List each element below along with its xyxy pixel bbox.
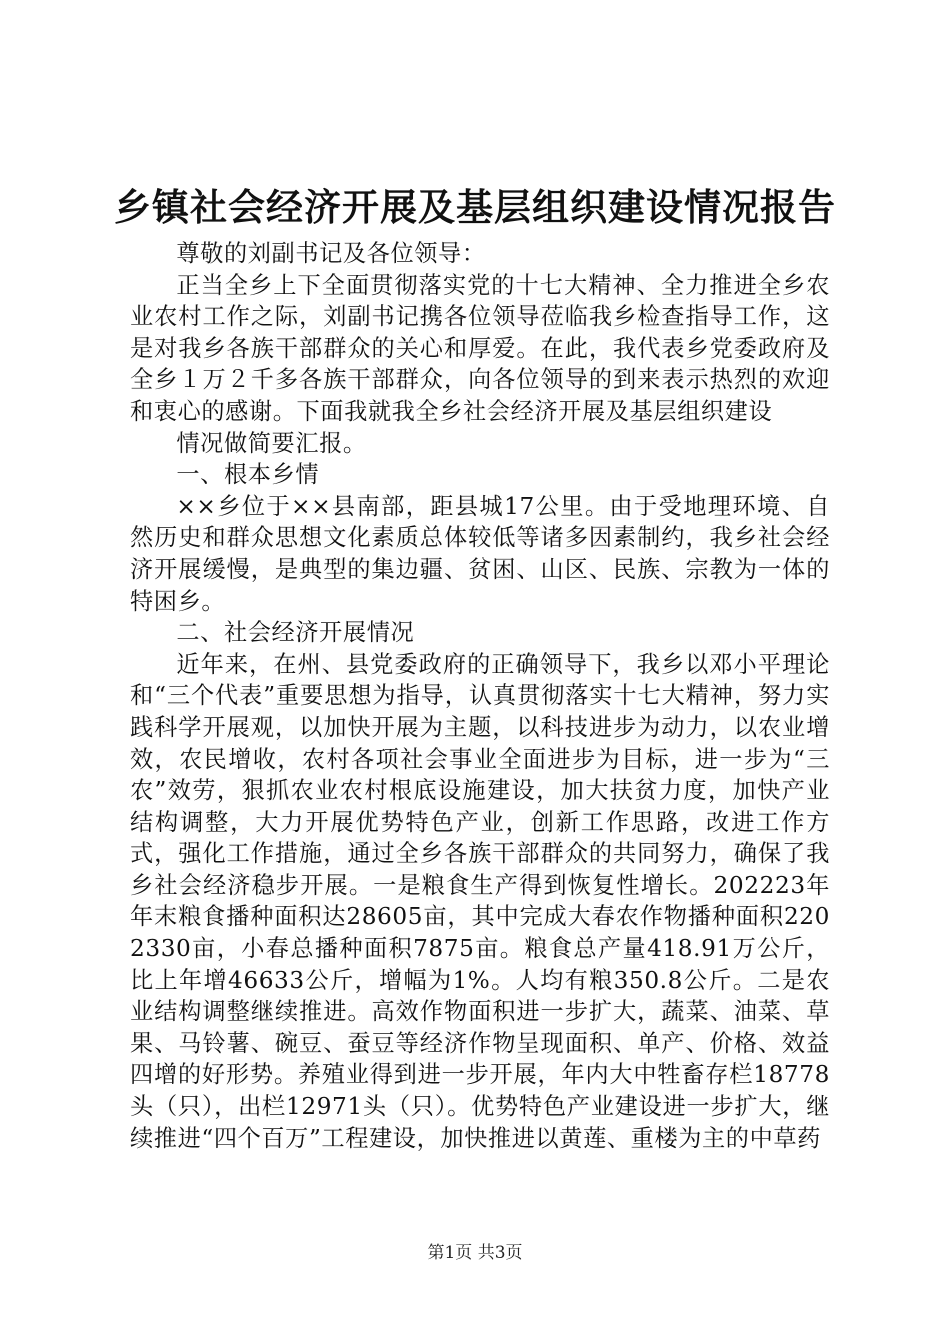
document-body bbox=[130, 238, 830, 1154]
document-title: 乡镇社会经济开展及基层组织建设情况报告 bbox=[114, 185, 836, 229]
economic-development-paragraph: 近年来，在州、县党委政府的正确领导下，我乡以邓小平理论和“三个代表”重要思想为指导，认真贯彻落实十七大精神，努力实践科学开展观，以加快开展为主题，以科技进步为动力，以农业增效，农民增收，农村各项社会事业全面进步为目标，进一步为“三农”效劳，狠抓农业农村根底设施建设，加大扶贫力度，加快产业结构调整，大力开展优势特色产业，创新工作思路，改进工作方式，强化工作措施，通过全乡各族干部群众的共同努力，确保了我乡社会经济稳步开展。一是粮食生产得到恢复性增长。202223年年末粮食播种面积达28605亩，其中完成大春农作物播种面积2202330亩，小春总播种面积7875亩。粮食总产量418.91万公斤，比上年增46633公斤，增幅为1%。人均有粮350.8公斤。二是农业结构调整继续推进。高效作物面积进一步扩大，蔬菜、油菜、草果、马铃薯、碗豆、蚕豆等经济作物呈现面积、单产、价格、效益四增的好形势。养殖业得到进一步开展，年内大中牲畜存栏18778头（只），出栏12971头（只）。优势特色产业建设进一步扩大，继续推进“四个百万”工程建设，加快推进以黄莲、重楼为主的中草药 bbox=[130, 650, 830, 1152]
basic-situation-paragraph: ××乡位于××县南部，距县城17公里。由于受地理环境、自然历史和群众思想文化素质总体较低等诸多因素制约，我乡社会经济开展缓慢，是典型的集边疆、贫困、山区、民族、宗教为一体的特困乡。 bbox=[130, 492, 830, 615]
section-heading-basic-situation: 一、根本乡情 bbox=[176, 461, 320, 489]
intro-continuation: 情况做简要汇报。 bbox=[176, 429, 367, 457]
page-number-footer: 第1页 共3页 bbox=[427, 1243, 523, 1263]
salutation: 尊敬的刘副书记及各位领导： bbox=[176, 240, 486, 267]
intro-paragraph: 正当全乡上下全面贯彻落实党的十七大精神、全力推进全乡农业农村工作之际，刘副书记携各位领导莅临我乡检查指导工作，这是对我乡各族干部群众的关心和厚爱。在此，我代表乡党委政府及全乡１万２千多各族干部群众，向各位领导的到来表示热烈的欢迎和衷心的感谢。下面我就我全乡社会经济开展及基层组织建设 bbox=[130, 271, 830, 425]
section-heading-economic-development: 二、社会经济开展情况 bbox=[176, 619, 415, 647]
